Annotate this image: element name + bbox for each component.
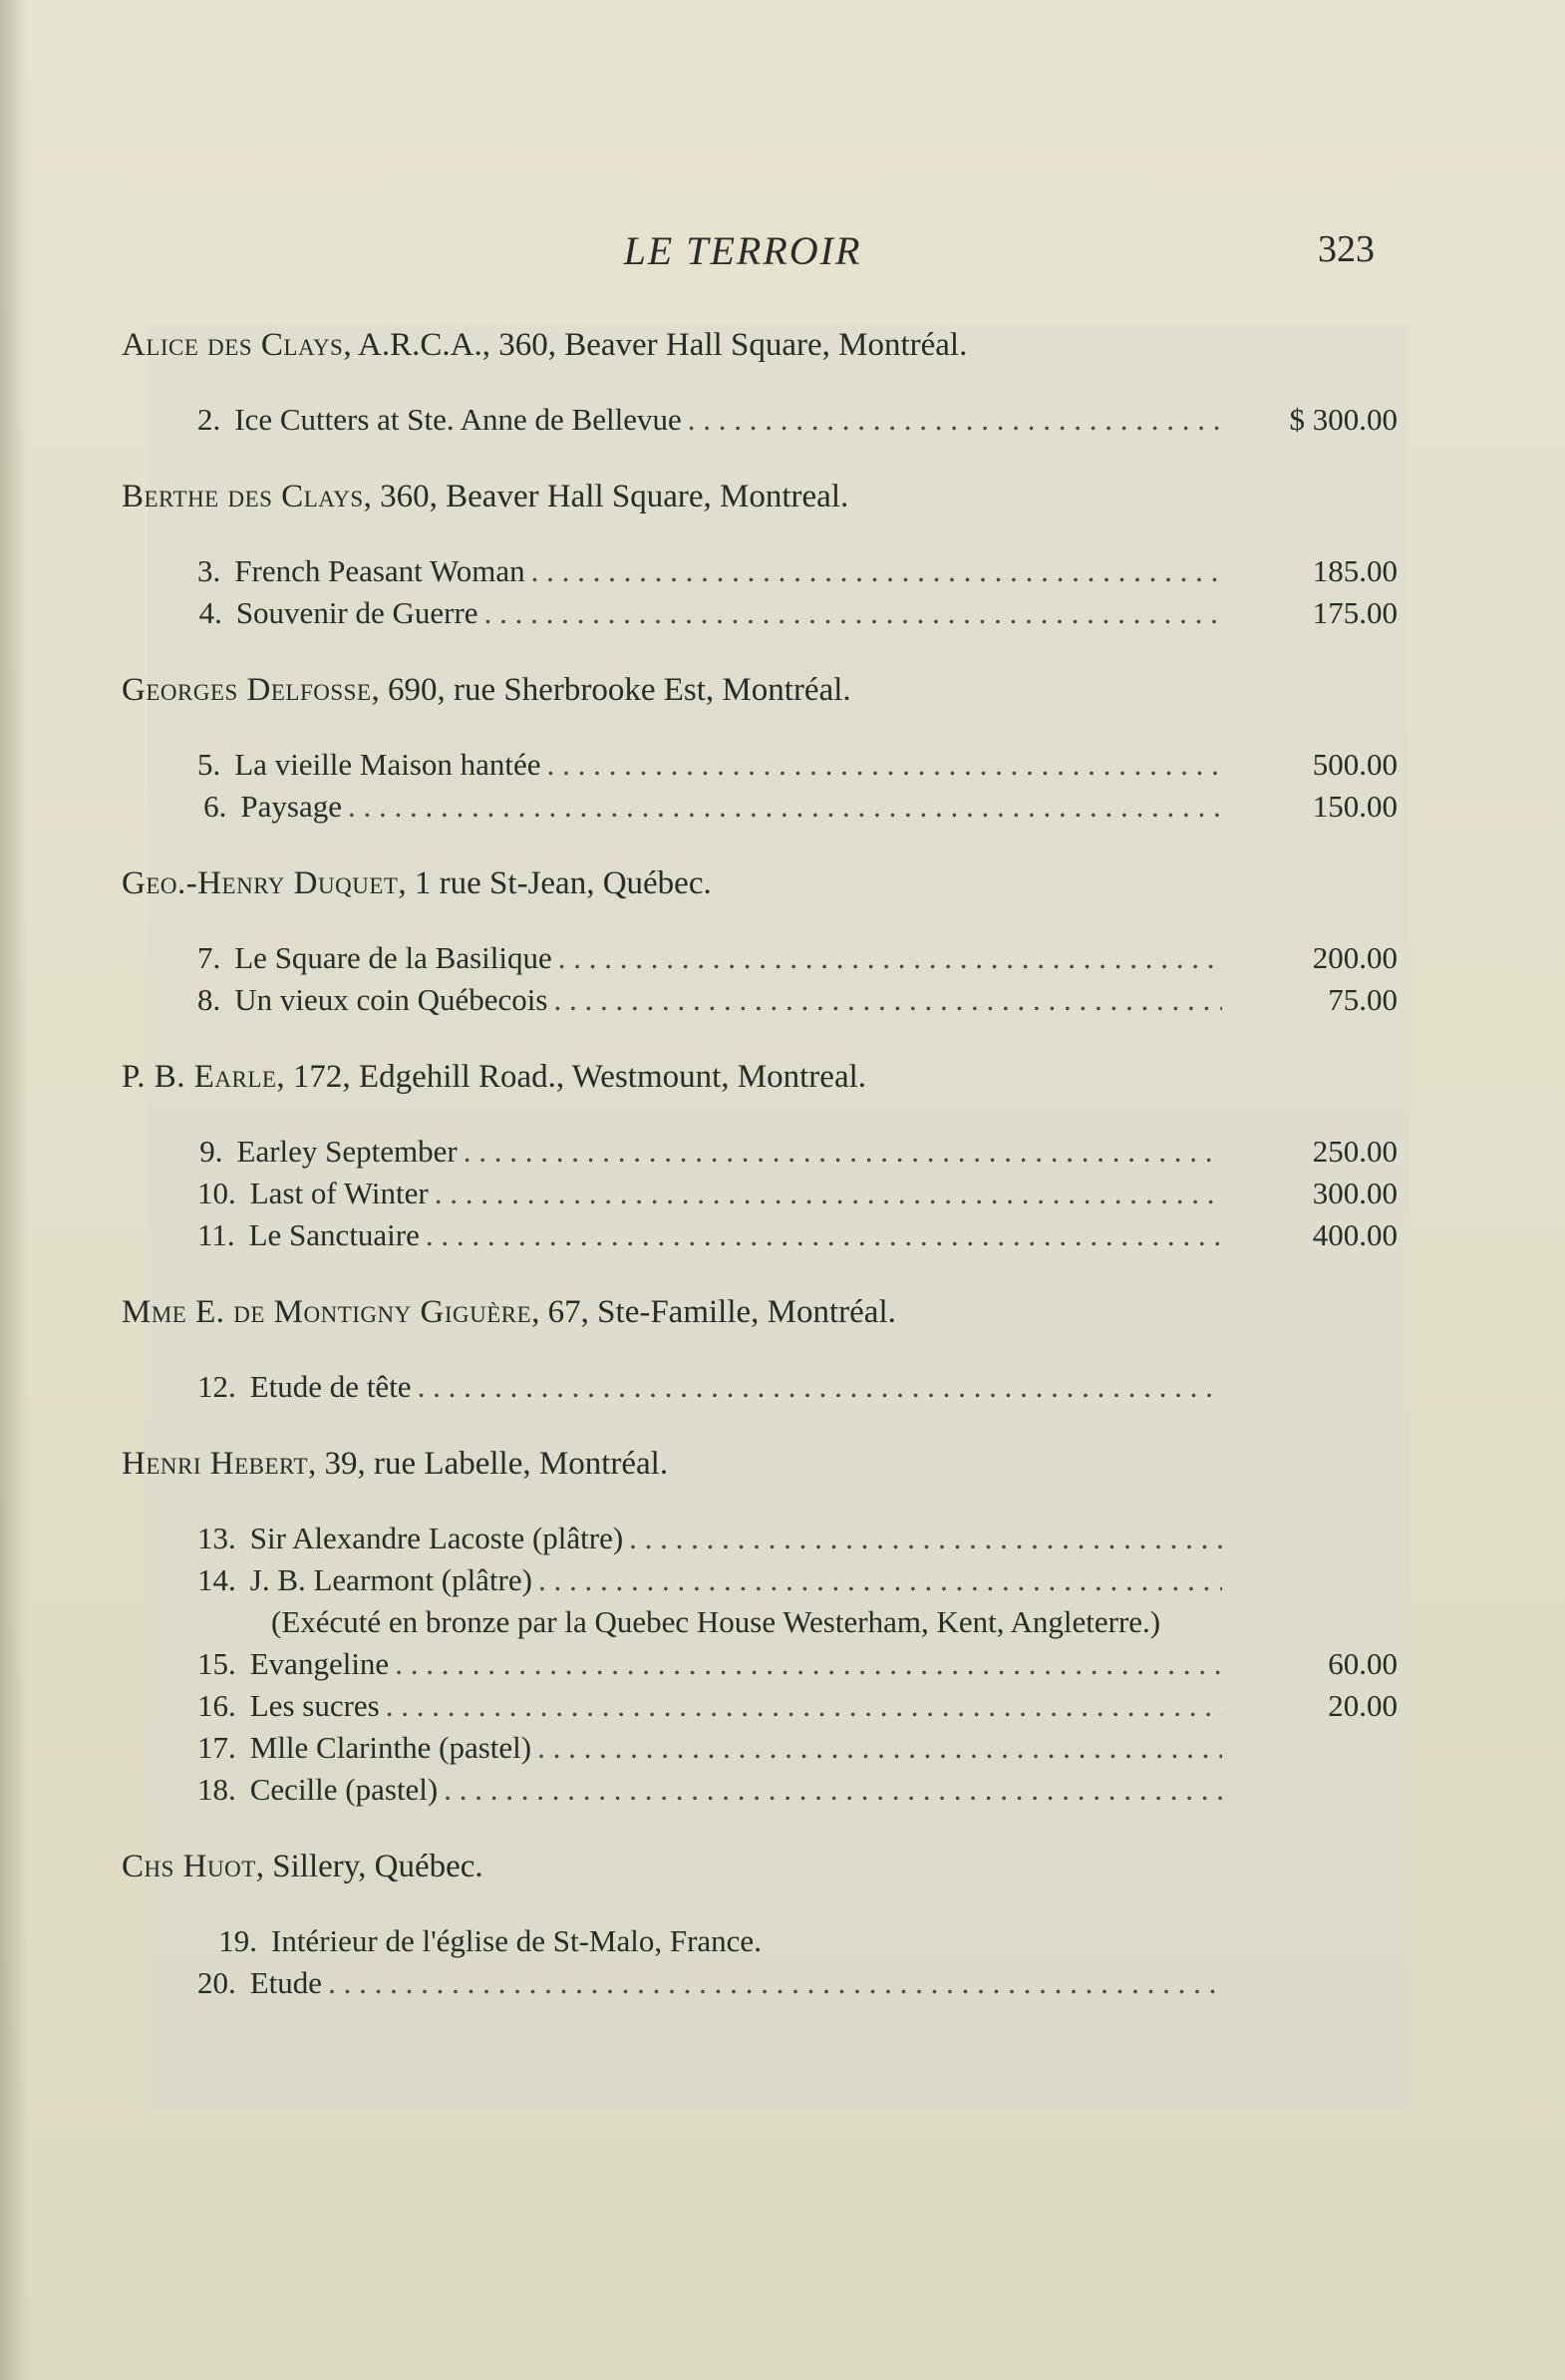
artwork-title: Etude bbox=[249, 1965, 323, 2000]
artwork-row bbox=[197, 1962, 1398, 2004]
artwork-number: 16. bbox=[197, 1688, 236, 1723]
artist-entry bbox=[122, 855, 1398, 1021]
artist-address: , 360, Beaver Hall Square, Montreal. bbox=[363, 479, 849, 514]
artist-entry bbox=[122, 1284, 1398, 1408]
artist-name: Mme E. de Montigny Giguère bbox=[122, 1294, 532, 1330]
artwork-price: 300.00 bbox=[1312, 1176, 1398, 1210]
artwork-number: 14. bbox=[197, 1562, 236, 1597]
artist-name: Geo.-Henry Duquet bbox=[122, 865, 399, 901]
dot-leader bbox=[547, 744, 1222, 786]
artwork-number: 11. bbox=[197, 1217, 235, 1252]
artwork-row bbox=[197, 1173, 1398, 1214]
artwork-title: Mlle Clarinthe (pastel) bbox=[249, 1730, 532, 1765]
artwork-price: 75.00 bbox=[1328, 982, 1398, 1017]
catalogue-list bbox=[122, 317, 1398, 2032]
artwork-list bbox=[122, 937, 1398, 1021]
artwork-row bbox=[197, 1131, 1398, 1173]
artwork-row bbox=[197, 1727, 1398, 1769]
artist-entry bbox=[122, 662, 1398, 828]
artwork-title: Evangeline bbox=[249, 1646, 390, 1681]
dot-leader bbox=[553, 979, 1222, 1021]
dot-leader bbox=[484, 592, 1222, 634]
artwork-row bbox=[197, 786, 1398, 828]
artist-name: Henri Hebert bbox=[122, 1446, 309, 1482]
dot-leader bbox=[688, 399, 1222, 441]
artwork-list bbox=[122, 550, 1398, 634]
artwork-title: La vieille Maison hantée bbox=[234, 747, 541, 782]
artwork-row bbox=[197, 1769, 1398, 1811]
artwork-price: 500.00 bbox=[1312, 747, 1398, 782]
artist-entry bbox=[122, 1839, 1398, 2004]
artwork-number: 4. bbox=[198, 595, 222, 630]
artwork-title: French Peasant Woman bbox=[234, 553, 525, 588]
artist-heading bbox=[122, 855, 1398, 911]
artwork-number: 2. bbox=[197, 402, 221, 437]
artwork-number: 17. bbox=[197, 1730, 236, 1765]
artwork-number: 20. bbox=[197, 1965, 236, 2000]
artwork-title: Earley September bbox=[236, 1134, 458, 1169]
artwork-number: 7. bbox=[197, 940, 221, 975]
artist-address: , 172, Edgehill Road., Westmount, Montreal. bbox=[276, 1059, 867, 1095]
artwork-list bbox=[122, 1131, 1398, 1256]
artwork-row bbox=[197, 1685, 1398, 1727]
artwork-list bbox=[122, 1920, 1398, 2004]
dot-leader bbox=[348, 786, 1222, 828]
artist-heading bbox=[122, 1049, 1398, 1105]
dot-leader bbox=[386, 1685, 1222, 1727]
artwork-list bbox=[122, 744, 1398, 828]
page-number: 323 bbox=[1318, 228, 1375, 270]
artwork-number: 18. bbox=[197, 1772, 236, 1807]
dot-leader bbox=[558, 937, 1222, 979]
artist-name: Chs Huot bbox=[122, 1849, 256, 1884]
artwork-number: 10. bbox=[197, 1176, 236, 1210]
artwork-title: Le Square de la Basilique bbox=[234, 940, 552, 975]
dot-leader bbox=[538, 1559, 1222, 1601]
artwork-price: $ 300.00 bbox=[1289, 402, 1398, 437]
artwork-list bbox=[122, 399, 1398, 441]
artist-heading bbox=[122, 1839, 1398, 1894]
artwork-note: (Exécuté en bronze par la Quebec House Westerham, Kent, Angleterre.) bbox=[271, 1604, 1161, 1639]
artwork-row bbox=[197, 937, 1398, 979]
dot-leader bbox=[464, 1131, 1222, 1173]
artwork-price: 200.00 bbox=[1312, 940, 1398, 975]
artist-name: Alice des Clays bbox=[122, 327, 344, 363]
artwork-number: 13. bbox=[197, 1521, 236, 1555]
dot-leader bbox=[418, 1366, 1222, 1408]
artist-heading bbox=[122, 469, 1398, 524]
dot-leader bbox=[426, 1214, 1222, 1256]
artwork-price: 20.00 bbox=[1328, 1688, 1398, 1723]
artwork-title: Cecille (pastel) bbox=[249, 1772, 439, 1807]
artist-name: Berthe des Clays bbox=[122, 479, 364, 514]
artwork-title: Paysage bbox=[240, 789, 342, 824]
artist-entry bbox=[122, 1436, 1398, 1811]
artwork-title: Etude de tête bbox=[249, 1369, 412, 1404]
artwork-price: 175.00 bbox=[1312, 595, 1398, 630]
artist-entry bbox=[122, 317, 1398, 441]
artwork-number: 8. bbox=[197, 982, 221, 1017]
artwork-row bbox=[197, 592, 1398, 634]
page-header bbox=[0, 227, 1565, 287]
artwork-list bbox=[122, 1518, 1398, 1811]
artwork-row bbox=[197, 1643, 1398, 1685]
artist-address: , 1 rue St-Jean, Québec. bbox=[398, 865, 712, 901]
artwork-row bbox=[197, 744, 1398, 786]
artist-heading bbox=[122, 317, 1398, 373]
artwork-row bbox=[197, 399, 1398, 441]
artwork-number: 19. bbox=[218, 1923, 257, 1958]
artist-heading bbox=[122, 1436, 1398, 1492]
artwork-row bbox=[197, 1920, 1398, 1962]
artwork-title: Sir Alexandre Lacoste (plâtre) bbox=[249, 1521, 624, 1555]
artwork-number: 5. bbox=[197, 747, 221, 782]
artist-heading bbox=[122, 1284, 1398, 1340]
artist-address: , A.R.C.A., 360, Beaver Hall Square, Montréal. bbox=[343, 327, 968, 363]
artwork-title: Un vieux coin Québecois bbox=[234, 982, 548, 1017]
dot-leader bbox=[629, 1518, 1222, 1559]
dot-leader bbox=[537, 1727, 1222, 1769]
artwork-number: 9. bbox=[199, 1134, 223, 1169]
artwork-price: 250.00 bbox=[1312, 1134, 1398, 1169]
artwork-title: J. B. Learmont (plâtre) bbox=[249, 1562, 532, 1597]
artwork-title: Intérieur de l'église de St-Malo, France. bbox=[271, 1923, 762, 1958]
dot-leader bbox=[444, 1769, 1222, 1811]
dot-leader bbox=[531, 550, 1222, 592]
artist-heading bbox=[122, 662, 1398, 718]
artwork-title: Souvenir de Guerre bbox=[235, 595, 478, 630]
artwork-row bbox=[197, 1518, 1398, 1559]
artwork-price: 185.00 bbox=[1312, 553, 1398, 588]
artwork-row bbox=[197, 1214, 1398, 1256]
artwork-row bbox=[197, 979, 1398, 1021]
artist-address: , 39, rue Labelle, Montréal. bbox=[308, 1446, 669, 1482]
artwork-row bbox=[197, 550, 1398, 592]
dot-leader bbox=[328, 1962, 1222, 2004]
artwork-list bbox=[122, 1366, 1398, 1408]
artist-name: Georges Delfosse bbox=[122, 672, 372, 708]
artwork-row bbox=[197, 1559, 1398, 1601]
artwork-number: 6. bbox=[203, 789, 227, 824]
artwork-title: Last of Winter bbox=[249, 1176, 429, 1210]
artwork-price: 60.00 bbox=[1328, 1646, 1398, 1681]
artwork-title: Ice Cutters at Ste. Anne de Bellevue bbox=[234, 402, 682, 437]
artist-entry bbox=[122, 469, 1398, 634]
dot-leader bbox=[395, 1643, 1222, 1685]
artwork-number: 3. bbox=[197, 553, 221, 588]
artist-address: , 690, rue Sherbrooke Est, Montréal. bbox=[371, 672, 851, 708]
artist-entry bbox=[122, 1049, 1398, 1256]
artwork-title: Le Sanctuaire bbox=[248, 1217, 420, 1252]
artwork-number: 15. bbox=[197, 1646, 236, 1681]
artwork-row bbox=[197, 1366, 1398, 1408]
dot-leader bbox=[435, 1173, 1222, 1214]
artwork-price: 400.00 bbox=[1312, 1217, 1398, 1252]
artist-address: , Sillery, Québec. bbox=[255, 1849, 483, 1884]
running-title: LE TERROIR bbox=[623, 228, 862, 273]
artwork-price: 150.00 bbox=[1312, 789, 1398, 824]
artist-name: P. B. Earle bbox=[122, 1059, 277, 1095]
page-edge-shadow bbox=[0, 0, 28, 2380]
artist-address: , 67, Ste-Famille, Montréal. bbox=[531, 1294, 896, 1330]
artwork-number: 12. bbox=[197, 1369, 236, 1404]
artwork-title: Les sucres bbox=[249, 1688, 380, 1723]
